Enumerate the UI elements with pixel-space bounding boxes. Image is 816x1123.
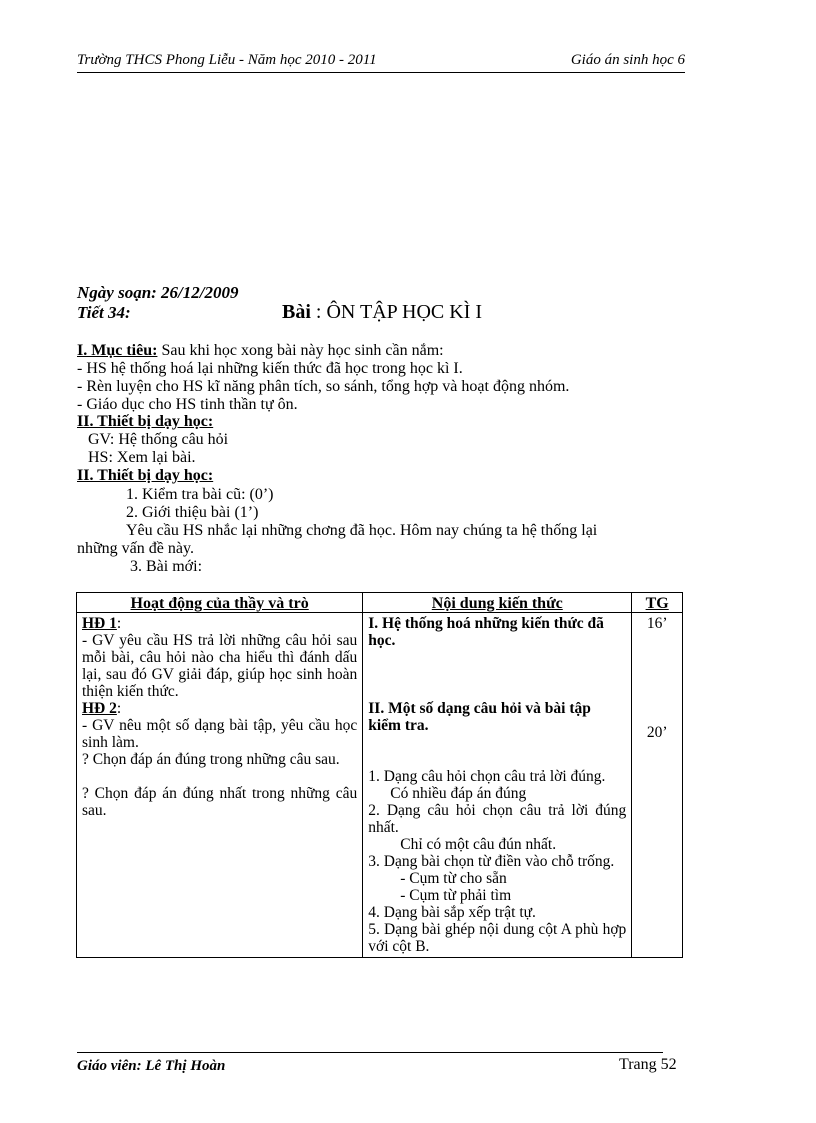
content-cell xyxy=(363,613,632,958)
content-item-2a: Chỉ có một câu đún nhất. xyxy=(400,836,557,853)
header-school: Trường THCS Phong Liễu - Năm học 2010 - 2011 xyxy=(77,52,377,68)
objective-item: - Rèn luyện cho HS kĩ năng phân tích, so sánh, tổng hợp và hoạt động nhóm. xyxy=(77,378,570,395)
header-activities: Hoạt động của thầy và trò xyxy=(77,593,363,613)
page-header xyxy=(77,52,685,73)
hd1-label: HĐ 1 xyxy=(82,615,117,632)
lesson-table xyxy=(76,592,683,958)
content-item-3: 3. Dạng bài chọn từ điền vào chỗ trống. xyxy=(368,853,615,870)
table-row xyxy=(77,613,683,958)
content-item-3a: - Cụm từ cho sẵn xyxy=(400,870,507,887)
content-item-5: 5. Dạng bài ghép nội dung cột A phù hợp với cột B. xyxy=(368,921,627,955)
header-subject: Giáo án sinh học 6 xyxy=(570,52,685,68)
objectives-line xyxy=(77,342,444,360)
equipment-hs: HS: Xem lại bài. xyxy=(88,449,196,466)
procedure-step2: 2. Giới thiệu bài (1’) xyxy=(126,504,259,521)
content-item-2: 2. Dạng câu hỏi chọn câu trả lời đúng nhất. xyxy=(368,802,627,836)
question-2: ? Chọn đáp án đúng nhất trong những câu sau. xyxy=(82,785,358,819)
hd1-line: HĐ 1: xyxy=(82,615,122,632)
hd2-text: - GV nêu một số dạng bài tập, yêu cầu học sinh làm. xyxy=(82,717,358,751)
procedure-heading: II. Thiết bị dạy học: xyxy=(77,467,214,484)
objectives-intro: Sau khi học xong bài này học sinh cần nắm: xyxy=(157,342,444,359)
page-number: Trang 52 xyxy=(619,1056,677,1073)
time-hd2: 20’ xyxy=(646,724,668,741)
content-item-1a: Có nhiều đáp án đúng xyxy=(390,785,527,802)
header-content: Nội dung kiến thức xyxy=(363,593,632,613)
footer-divider xyxy=(77,1052,663,1053)
title-prefix: Bài xyxy=(282,301,311,323)
activities-cell xyxy=(77,613,363,958)
objectives-heading: I. Mục tiêu: xyxy=(77,342,158,359)
time-hd1: 16’ xyxy=(646,615,668,632)
lesson-title xyxy=(282,301,482,324)
date-prepared: Ngày soạn: 26/12/2009 xyxy=(77,283,239,302)
equipment-heading: II. Thiết bị dạy học: xyxy=(77,413,214,430)
content-section-1: I. Hệ thống hoá những kiến thức đã học. xyxy=(368,615,604,649)
procedure-intro-2: những vấn đề này. xyxy=(77,540,194,557)
content-section-2: II. Một số dạng câu hỏi và bài tập kiểm tra. xyxy=(368,700,591,734)
objective-item: - Giáo dục cho HS tinh thần tự ôn. xyxy=(77,396,298,413)
content-item-3b: - Cụm từ phải tìm xyxy=(400,887,512,904)
question-1: ? Chọn đáp án đúng trong những câu sau. xyxy=(82,751,340,768)
title-text: : ÔN TẬP HỌC KÌ I xyxy=(315,301,483,323)
procedure-step3: 3. Bài mới: xyxy=(130,558,203,575)
procedure-intro-1: Yêu cầu HS nhắc lại những chơng đã học. Hôm nay chúng ta hệ thống lại xyxy=(126,522,598,539)
hd1-text: - GV yêu cầu HS trả lời những câu hỏi sau mỗi bài, câu hỏi nào cha hiểu thì đánh dấu lại, sau đó GV giải đáp, giúp học sinh hoàn thiện kiến thức. xyxy=(82,632,358,700)
table-header-row xyxy=(77,593,683,613)
procedure-step1: 1. Kiểm tra bài cũ: (0’) xyxy=(126,486,274,503)
footer-teacher: Giáo viên: Lê Thị Hoàn xyxy=(77,1058,226,1074)
equipment-gv: GV: Hệ thống câu hỏi xyxy=(88,431,229,448)
content-item-1: 1. Dạng câu hỏi chọn câu trả lời đúng. xyxy=(368,768,606,785)
lesson-period: Tiết 34: xyxy=(77,303,131,322)
header-time: TG xyxy=(632,593,683,613)
hd2-line: HĐ 2: xyxy=(82,700,122,717)
objective-item: - HS hệ thống hoá lại những kiến thức đã học trong học kì I. xyxy=(77,360,463,377)
hd2-label: HĐ 2 xyxy=(82,700,117,717)
time-cell xyxy=(632,613,683,958)
content-item-4: 4. Dạng bài sắp xếp trật tự. xyxy=(368,904,536,921)
